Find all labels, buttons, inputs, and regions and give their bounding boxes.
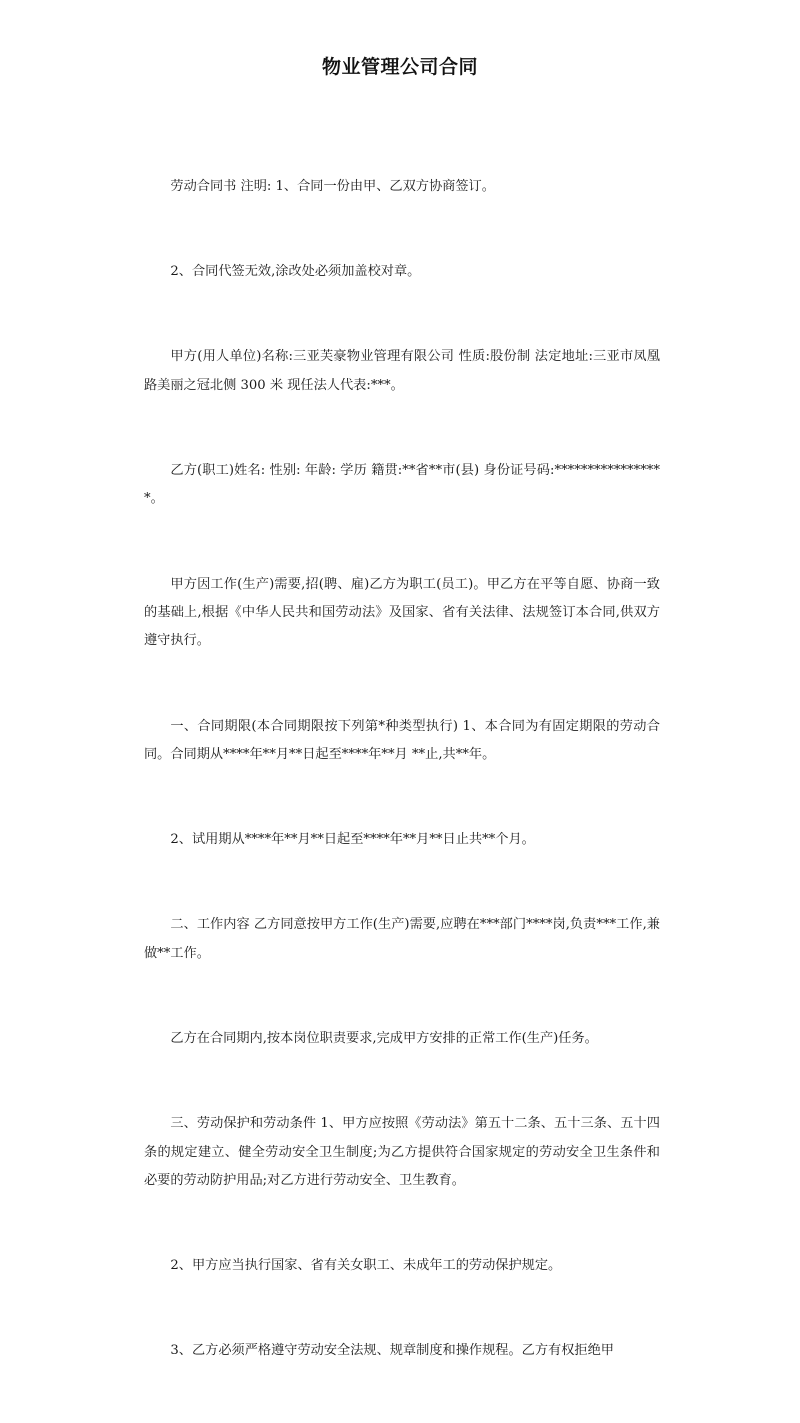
paragraph-preamble: 甲方因工作(生产)需要,招(聘、雇)乙方为职工(员工)。甲乙方在平等自愿、协商一致的基础上,根据《中华人民共和国劳动法》及国家、省有关法律、法规签订本合同,供双方遵守执行。 [144,576,660,649]
paragraph-term: 一、合同期限(本合同期限按下列第*种类型执行) 1、本合同为有固定期限的劳动合同。合同期从****年**月**日起至****年**月 **止,共**年。 [144,718,660,762]
paragraph-work-content: 二、工作内容 乙方同意按甲方工作(生产)需要,应聘在***部门****岗,负责***工作,兼做**工作。 [144,917,660,961]
paragraph-female-workers: 2、甲方应当执行国家、省有关女职工、未成年工的劳动保护规定。 [170,1258,562,1274]
paragraph-duties: 乙方在合同期内,按本岗位职责要求,完成甲方安排的正常工作(生产)任务。 [170,1031,598,1046]
paragraph-labor-protection: 三、劳动保护和劳动条件 1、甲方应按照《劳动法》第五十二条、五十三条、五十四条的规定建立、健全劳动安全卫生制度;为乙方提供符合国家规定的劳动安全卫生条件和必要的劳动防护用品;对乙方进行劳动安全、卫生教育。 [144,1116,660,1189]
paragraph-party-a: 甲方(用人单位)名称:三亚芙豪物业管理有限公司 性质:股份制 法定地址:三亚市凤凰路美丽之冠北侧 300 米 现任法人代表:***。 [144,349,660,393]
document-title: 物业管理公司合同 [321,56,478,78]
paragraph-intro: 劳动合同书 注明: 1、合同一份由甲、乙双方协商签订。 [170,178,495,194]
paragraph-note: 2、合同代签无效,涂改处必须加盖校对章。 [170,264,421,280]
paragraph-probation: 2、试用期从****年**月**日起至****年**月**日止共**个月。 [170,832,535,848]
document-body [144,116,660,1423]
paragraph-safety-rules: 3、乙方必须严格遵守劳动安全法规、规章制度和操作规程。乙方有权拒绝甲 [170,1343,614,1359]
paragraph-party-b: 乙方(职工)姓名: 性别: 年龄: 学历 籍贯:**省**市(县) 身份证号码:*****************。 [144,462,660,507]
